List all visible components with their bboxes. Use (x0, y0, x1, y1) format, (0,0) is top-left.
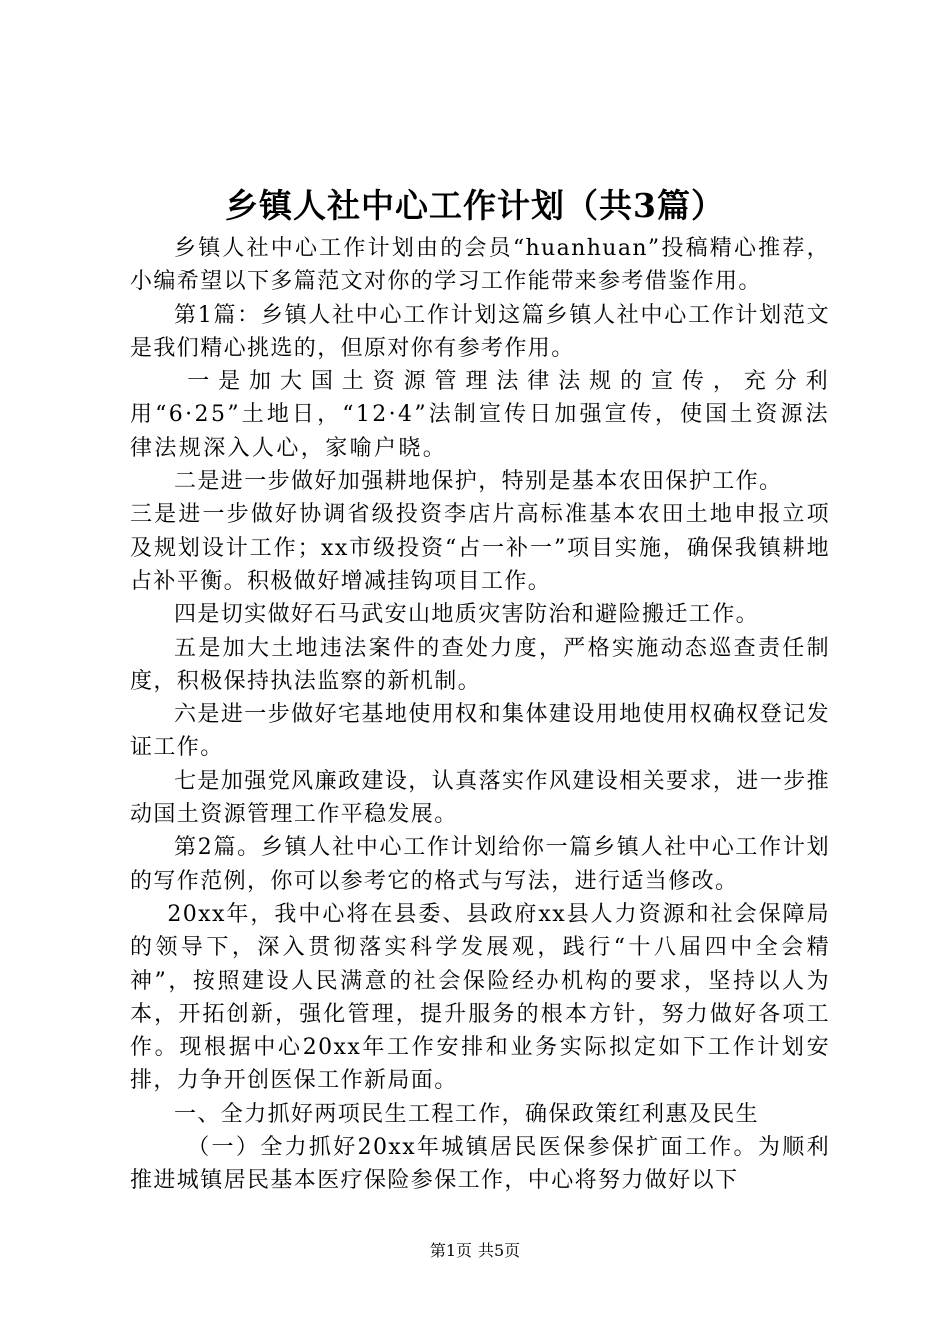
section-2-intro-paragraph: 第2篇。乡镇人社中心工作计划给你一篇乡镇人社中心工作计划的写作范例，你可以参考它的格式与写法，进行适当修改。 (130, 835, 830, 894)
document-body (130, 232, 830, 1198)
item-6-paragraph: 六是进一步做好宅基地使用权和集体建设用地使用权确权登记发证工作。 (130, 702, 830, 761)
plan-overview-paragraph: 20xx年，我中心将在县委、县政府xx县人力资源和社会保障局的领导下，深入贯彻落实科学发展观，践行“十八届四中全会精神”，按照建设人民满意的社会保险经办机构的要求，坚持以人为本，开拓创新，强化管理，提升服务的根本方针，努力做好各项工作。现根据中心20xx年工作安排和业务实际拟定如下工作计划安排，力争开创医保工作新局面。 (130, 901, 830, 1094)
item-5-paragraph: 五是加大土地违法案件的查处力度，严格实施动态巡查责任制度，积极保持执法监察的新机制。 (130, 635, 830, 694)
item-1-paragraph: 一是加大国土资源管理法律法规的宣传，充分利用“6·25”土地日，“12·4”法制宣传日加强宣传，使国土资源法律法规深入人心，家喻户晓。 (130, 369, 830, 461)
page-footer (0, 1240, 950, 1262)
item-2-paragraph: 二是进一步做好加强耕地保护，特别是基本农田保护工作。 (174, 469, 783, 495)
document-title: 乡镇人社中心工作计划（共3篇） (225, 186, 725, 225)
subheading-1-paragraph: （一）全力抓好20xx年城镇居民医保参保扩面工作。为顺利推进城镇居民基本医疗保险参保工作，中心将努力做好以下 (130, 1135, 830, 1194)
page-number: 第1页 (429, 1241, 472, 1260)
section-1-intro-paragraph: 第1篇：乡镇人社中心工作计划这篇乡镇人社中心工作计划范文是我们精心挑选的，但原对你有参考作用。 (130, 302, 830, 361)
item-4-paragraph: 四是切实做好石马武安山地质灾害防治和避险搬迁工作。 (174, 602, 760, 628)
heading-1-paragraph: 一、全力抓好两项民生工程工作，确保政策红利惠及民生 (174, 1101, 760, 1127)
item-7-paragraph: 七是加强党风廉政建设，认真落实作风建设相关要求，进一步推动国土资源管理工作平稳发展。 (130, 768, 830, 828)
page-total: 共5页 (478, 1241, 521, 1260)
item-3-paragraph: 三是进一步做好协调省级投资李店片高标准基本农田土地申报立项及规划设计工作；xx市级投资“占一补一”项目实施，确保我镇耕地占补平衡。积极做好增减挂钩项目工作。 (130, 502, 830, 594)
intro-paragraph: 乡镇人社中心工作计划由的会员“huanhuan”投稿精心推荐，小编希望以下多篇范文对你的学习工作能带来参考借鉴作用。 (130, 236, 830, 295)
